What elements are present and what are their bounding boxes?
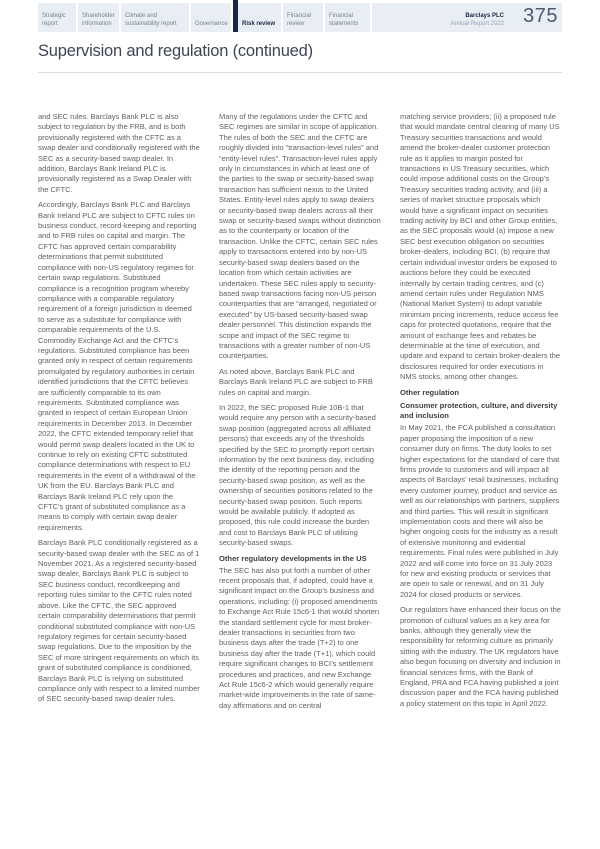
page-number: 375: [523, 5, 558, 27]
paragraph: Accordingly, Barclays Bank PLC and Barclays Bank Ireland PLC are subject to CFTC rules on business conduct, record-keeping and reporting and to FRB rules on capital and margin. The CFTC has approved certain comparability determinations that permit substituted compliance with non-US regulatory regimes for certain swap regulations. Substituted compliance is a recognition program whereby compliance with a comparable regulatory requirement of a foreign jurisdiction is deemed to serve as a substitute for compliance with comparable requirements of the U.S. Commodity Exchange Act and the CFTC’s regulations. Substituted compliance has been granted only in respect of certain requirements promulgated by regulatory authorities in certain identified jurisdictions that the CFTC believes are sufficiently comparable to its own requirements. Substituted compliance was granted in respect of certain European Union requirements in December 2013. In December 2022, the CFTC extended temporary relief that would permit swap dealers located in the UK to continue to rely on existing CFTC substituted compliance determinations with respect to EU requirements in the event of a withdrawal of the UK from the EU. Barclays Bank PLC and Barclays Bank Ireland PLC rely upon the CFTC’s grant of substituted compliance as a means to comply with certain swap dealer requirements.: [38, 200, 197, 532]
tab-risk-review[interactable]: [233, 3, 283, 32]
tab-climate-and-sustainability-report[interactable]: [121, 3, 191, 32]
brand-title: Barclays PLC: [465, 13, 504, 20]
section-heading-other-regulation: Other regulation: [400, 387, 460, 397]
tab-financial-statements[interactable]: [325, 3, 372, 32]
paragraph: In May 2021, the FCA published a consultation paper proposing the imposition of a new consumer duty on firms. The duty looks to set higher expectations for the standard of care that firms provide to customers and will impact all aspects of Barclays’ retail businesses, including every customer journey, product and service as well as our relationships with partners, suppliers and third parties. This will result in significant implementation costs and there will also be higher ongoing costs for the industry as a result of extensive monitoring and evidential requirements. Final rules were published in July 2022 and will come into force on 31 July 2023 for new and existing products or services that are open to sale or renewal, and on 31 July 2024 for closed products or services.: [400, 423, 560, 599]
tab-strategic-report[interactable]: [38, 3, 78, 32]
section-heading-other-regulatory-developments: Other regulatory developments in the US: [219, 553, 367, 563]
tab-financial-review[interactable]: [283, 3, 325, 32]
paragraph: matching service providers; (ii) a proposed rule that would mandate central clearing of many US Treasury securities transactions and would amend the broker-dealer customer protection rule as it applies to margin posted for transactions in US Treasury securities, which could impose additional costs on the Group’s Treasury securities trading activity, and (iii) a series of market structure proposals which would have a significant impact on securities trading activity by BCI and other Group entities, as the SEC proposals would (a) impose a new SEC best execution obligation on securities broker-dealers, including BCI, (b) require that certain individual investor orders be exposed to auctions before they could be executed internally by certain trading centres, and (c) amend certain rules under Regulation NMS (National Market System) to adopt variable minimum pricing increments, reduce access fee caps for protected quotations, require that the amount of exchange fees and rebates be determinable at the time of execution, and update and expand to certain broker-dealers the disclosures required for order executions in NMS stocks, among other changes.: [400, 112, 561, 382]
text-column-3: [400, 112, 562, 716]
tab-label: Risk review: [242, 20, 276, 27]
tab-label: Strategic report: [42, 13, 66, 27]
paragraph: The SEC has also put forth a number of other recent proposals that, if adopted, could have a significant impact on the Group’s business and operations, including: (i) proposed amendments to Exchange Act Rule 15c6-1 that would shorten the standard settlement cycle for most broker-dealer transactions in securities from two business days after the trade (T+2) to one business day after the trade (T+1), which could require significant changes to BCI’s settlement procedures and practices, and new Exchange Act Rule 15c6-2 which would generally require market-wide improvements in the rate of same-day affirmations and on central: [219, 565, 380, 710]
section-heading-consumer-protection: Consumer protection, culture, and diversity and inclusion: [400, 400, 558, 421]
article-columns: [38, 112, 562, 716]
paragraph: Our regulators have enhanced their focus on the promotion of cultural values as a key area for banks, although they generally view the responsibility for reforming culture as primarily sitting with the industry. The UK regulators have also begun focusing on diversity and inclusion in financial services firms, with the Bank of England, PRA and FCA having published a joint discussion paper and the FCA having published a policy statement on this topic in April 2022.: [400, 605, 561, 708]
tab-label: Shareholder information: [82, 13, 115, 27]
tab-label: Financial statements: [329, 13, 359, 27]
paragraph: Barclays Bank PLC conditionally registered as a security-based swap dealer with the SEC as of 1 November 2021. As a registered security-based swap dealer, Barclays Bank PLC is subject to SEC business conduct, recordkeeping and reporting rules similar to the CFTC rules noted above. Like the CFTC, the SEC approved certain comparability determinations that permit conditional substituted compliance with non-US regulatory regimes for certain security-based swap regulations. Due to the imposition by the SEC of more stringent requirements on which its grant of substituted compliance is conditioned, Barclays Bank PLC is relying on substituted compliance only with respect to a limited number of SEC security-based swap dealer rules.: [38, 538, 200, 704]
tab-label: Financial review: [287, 13, 312, 27]
text-column-2: [219, 112, 381, 716]
title-divider: [38, 72, 562, 73]
paragraph: and SEC rules. Barclays Bank PLC is also subject to regulation by the FRB, and is both provisionally registered with the CFTC as a swap dealer and conditionally registered with the SEC as a security-based swap dealer. In addition, Barclays Bank Ireland PLC is provisionally registered as a Swap Dealer with the CFTC.: [38, 112, 200, 194]
report-navigation: [38, 3, 562, 32]
paragraph: As noted above, Barclays Bank PLC and Barclays Bank Ireland PLC are subject to FRB rules on capital and margin.: [219, 366, 373, 397]
page-title: Supervision and regulation (continued): [38, 42, 313, 60]
active-tab-marker: [233, 0, 238, 32]
tab-shareholder-information[interactable]: [78, 3, 121, 32]
text-column-1: [38, 112, 200, 716]
paragraph: In 2022, the SEC proposed Rule 10B-1 that would require any person with a security-based swap position (aggregated across all affiliated persons) that exceeds any of the thresholds specified by the SEC to promptly report certain information by the next business day, including the identity of the reporting person and the security-based swap position, as well as the ownership of securities positions related to the security-based swap position. Such reports would be available publicly. If adopted as proposed, this rule could increase the burden and cost to Barclays Bank PLC of utilising security-based swaps.: [219, 402, 376, 548]
brand-subtitle: Annual Report 2022: [450, 20, 504, 27]
tab-governance[interactable]: [191, 3, 233, 32]
tab-label: Climate and sustainability report: [125, 13, 177, 27]
report-brand: [451, 3, 510, 32]
paragraph: Many of the regulations under the CFTC and SEC regimes are similar in scope of application. The rules of both the SEC and the CFTC are roughly divided into “transaction-level rules” and “entity-level rules”. Transaction-level rules apply only in circumstances in which at least one of the parties to the swap or security-based swap transaction has sufficient nexus to the United States. Entity-level rules apply to swap dealers or security-based swap dealers across all their swap or security-based swaps without distinction as to the counterparty or location of the transaction. Unlike the CFTC, certain SEC rules apply to transactions entered into by non-US security-based swap dealers based on the location from which certain activities are undertaken. These SEC rules apply to security-based swap transactions facing non-US person counterparties that are “arranged, negotiated or executed” by US-based security-based swap dealer personnel. This distinction expands the scope and impact of the SEC regime to transactions with a greater number of non-US counterparties.: [219, 112, 381, 361]
tab-label: Governance: [195, 20, 228, 27]
